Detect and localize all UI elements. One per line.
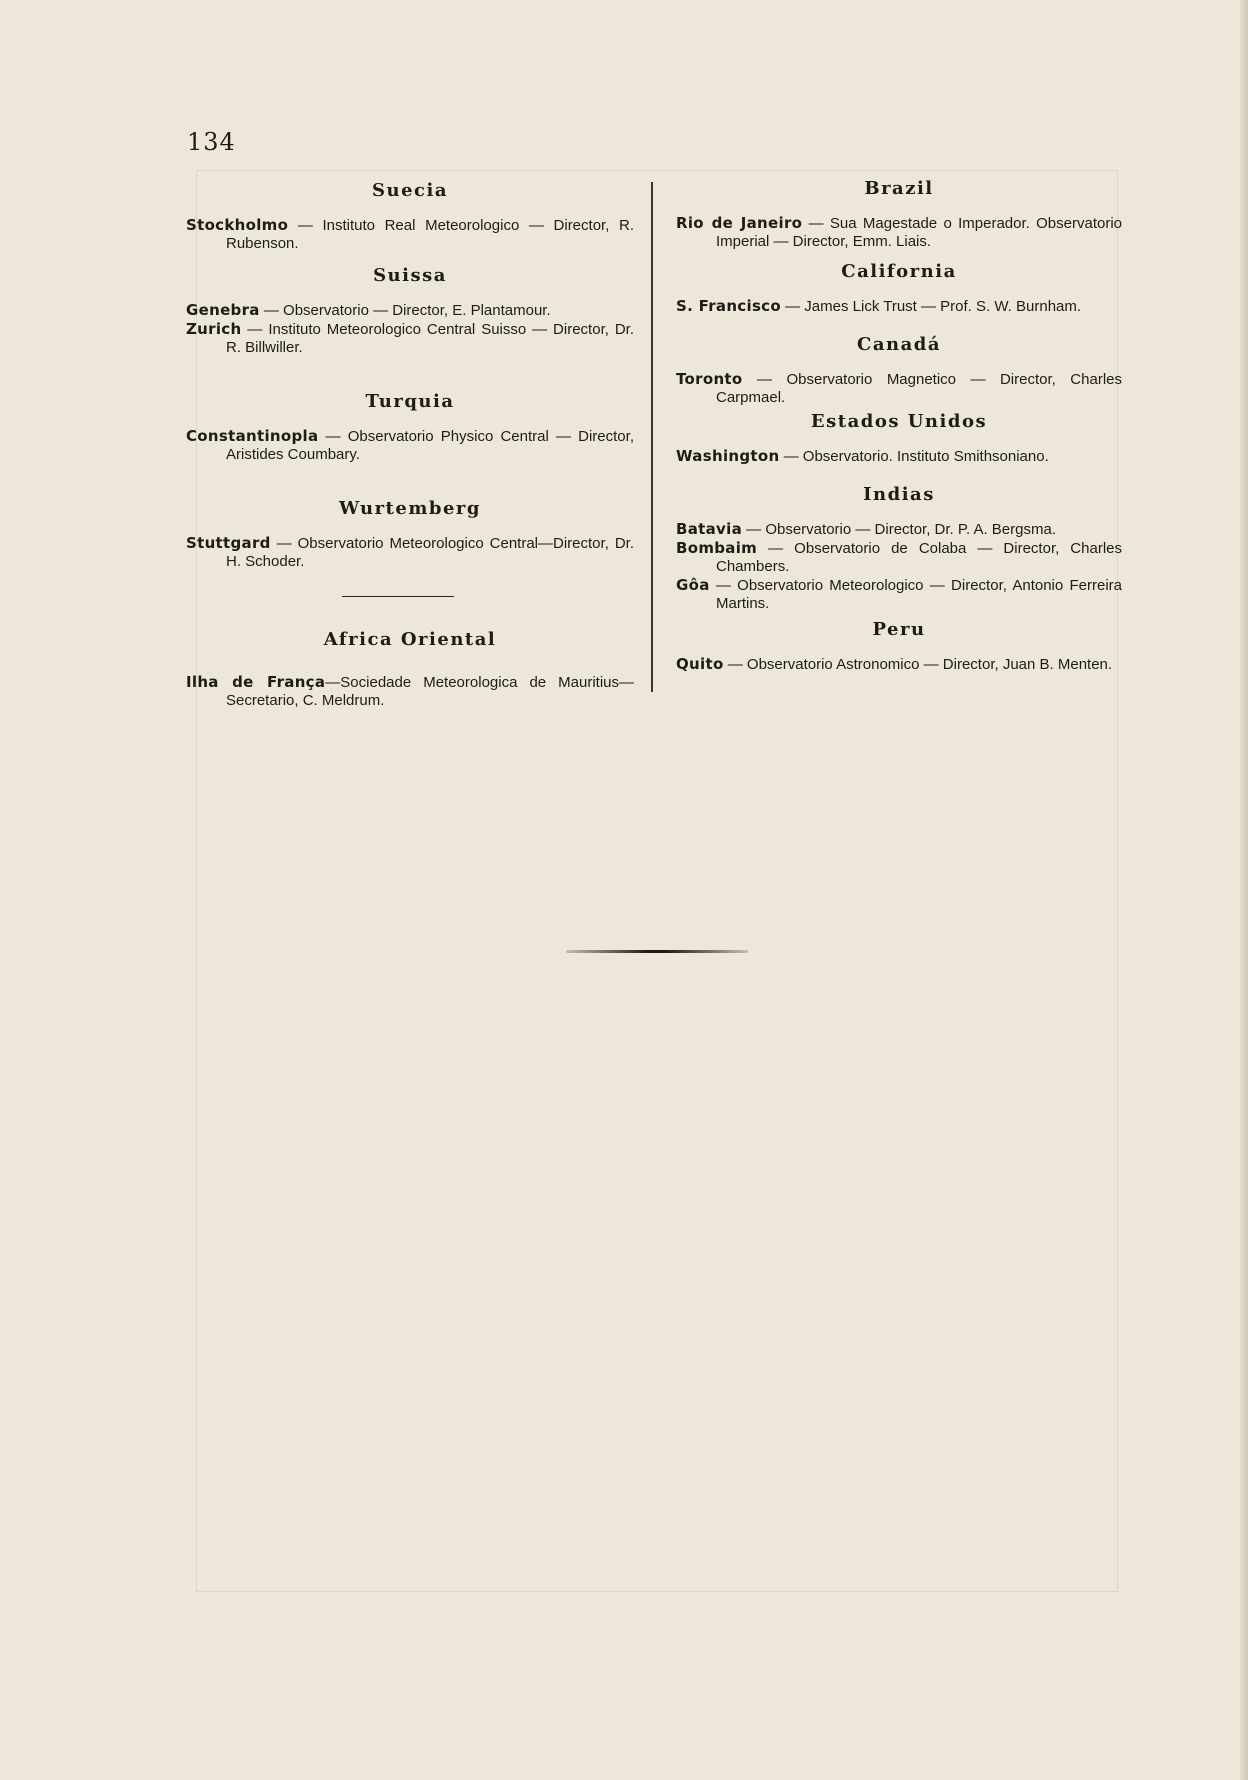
entry-place: Constantinopla [186, 427, 319, 445]
entry [186, 673, 634, 710]
entry [676, 539, 1122, 576]
entry-text: — Observatorio Astronomico — Director, Juan B. Menten. [723, 656, 1113, 673]
entry [186, 534, 634, 571]
entry-text: — Observatorio Physico Central — Director, Aristides Coumbary. [226, 428, 634, 463]
section-canada [676, 334, 1122, 407]
entry [676, 370, 1122, 407]
section-turquia [186, 391, 634, 464]
entry [676, 447, 1122, 466]
entry-text: — Observatorio. Instituto Smithsoniano. [779, 448, 1049, 465]
entry [186, 320, 634, 357]
section-heading: Peru [872, 619, 926, 640]
page-number: 134 [187, 128, 236, 156]
section-heading: Suissa [373, 265, 447, 286]
section-heading: Wurtemberg [339, 498, 481, 519]
entry [186, 301, 634, 320]
entry-place: Rio de Janeiro [676, 214, 803, 232]
spacer [676, 251, 1122, 261]
entry-text: — Instituto Real Meteorologico — Director, R. Rubenson. [226, 217, 634, 252]
entry [676, 655, 1122, 674]
entry-text: — Instituto Meteorologico Central Suisso — Director, Dr. R. Billwiller. [226, 321, 634, 356]
section-heading: Indias [863, 484, 935, 505]
entry-place: Zurich [186, 320, 242, 338]
section-heading: Canadá [857, 334, 941, 355]
section-heading: Brazil [864, 178, 934, 199]
entry-text: — Observatorio Meteorologico Central—Director, Dr. H. Schoder. [226, 535, 634, 570]
entry-place: Washington [676, 447, 780, 465]
section-heading: Africa Oriental [323, 629, 497, 650]
left-column [186, 180, 634, 710]
entry [676, 297, 1122, 316]
spacer [186, 571, 634, 629]
section-wurtemberg [186, 498, 634, 571]
entry-place: Quito [676, 655, 724, 673]
right-column [676, 180, 1122, 674]
entry-place: Stuttgard [186, 534, 271, 552]
entry-text: — Observatorio — Director, E. Plantamour. [259, 302, 551, 319]
section-heading: California [841, 261, 957, 282]
section-africa-oriental [186, 629, 634, 710]
page-edge [1240, 0, 1248, 1780]
entry-text: — Observatorio — Director, Dr. P. A. Bergsma. [742, 521, 1056, 538]
section-heading: Turquia [365, 391, 455, 412]
section-suecia [186, 180, 634, 253]
entry-place: Genebra [186, 301, 260, 319]
end-ornament-rule [566, 950, 748, 953]
section-suissa [186, 265, 634, 357]
spacer [676, 316, 1122, 334]
entry-place: Bombaim [676, 539, 758, 557]
entry [186, 427, 634, 464]
column-divider [651, 182, 653, 692]
entry-text: — Observatorio Magnetico — Director, Charles Carpmael. [716, 371, 1122, 406]
spacer [186, 464, 634, 498]
entry-place: Ilha de França [186, 673, 326, 691]
entry [676, 520, 1122, 539]
section-heading: Estados Unidos [810, 411, 988, 432]
section-estados-unidos [676, 411, 1122, 466]
entry [186, 216, 634, 253]
section-indias [676, 484, 1122, 613]
section-california [676, 261, 1122, 316]
section-peru [676, 619, 1122, 674]
entry [676, 576, 1122, 613]
entry [676, 214, 1122, 251]
entry-place: Batavia [676, 520, 742, 538]
entry-place: S. Francisco [676, 297, 781, 315]
section-brazil [676, 178, 1122, 251]
section-heading: Suecia [372, 180, 448, 201]
entry-text: — Observatorio de Colaba — Director, Charles Chambers. [716, 540, 1122, 575]
entry-text: — Sua Magestade o Imperador. Observatorio Imperial — Director, Emm. Liais. [716, 215, 1123, 250]
entry-place: Gôa [676, 576, 710, 594]
entry-text: — James Lick Trust — Prof. S. W. Burnham. [780, 298, 1082, 315]
entry-text: — Observatorio Meteorologico — Director, Antonio Ferreira Martins. [709, 577, 1122, 612]
entry-place: Toronto [676, 370, 743, 388]
spacer [186, 357, 634, 391]
spacer [676, 466, 1122, 484]
entry-text: —Sociedade Meteorologica de Mauritius—Secretario, C. Meldrum. [226, 674, 635, 709]
entry-place: Stockholmo [186, 216, 289, 234]
